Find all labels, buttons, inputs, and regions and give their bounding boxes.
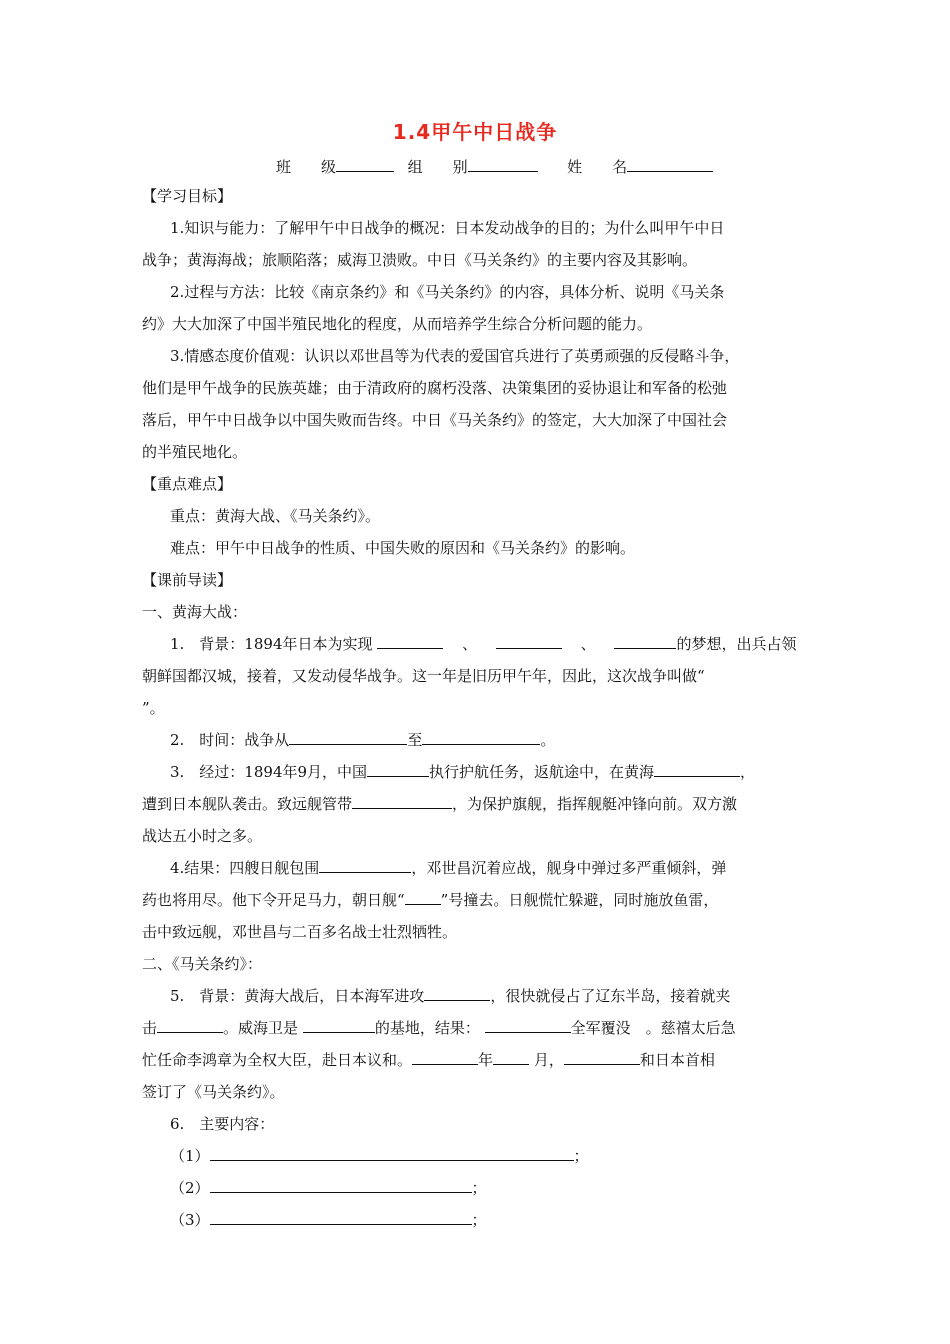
question-1-line-3: ”。 bbox=[142, 699, 165, 717]
q1-blank-1[interactable] bbox=[377, 634, 443, 649]
content-item-2 bbox=[170, 1178, 487, 1198]
item-1-semicolon: ； bbox=[573, 1147, 589, 1165]
q2-text-3: 。 bbox=[540, 731, 556, 749]
q5-text-7: 忙任命李鸿章为全权大臣，赴日本议和。 bbox=[142, 1051, 413, 1069]
q3-text: 3. 经过：1894年9月，中国 bbox=[170, 763, 368, 781]
content-item-3 bbox=[170, 1210, 487, 1230]
goal-3-line-4: 的半殖民地化。 bbox=[142, 443, 248, 461]
item-2-blank[interactable] bbox=[210, 1178, 472, 1193]
question-1-line-1 bbox=[170, 634, 796, 654]
item-3-label: （3） bbox=[170, 1211, 210, 1229]
question-5-line-4: 签订了《马关条约》。 bbox=[142, 1083, 285, 1101]
item-1-blank[interactable] bbox=[210, 1146, 574, 1161]
q5-text-8: 年 bbox=[478, 1051, 494, 1069]
class-blank[interactable] bbox=[336, 157, 394, 172]
q5-text-9: 月， bbox=[533, 1051, 564, 1069]
q5-blank-4[interactable] bbox=[485, 1018, 571, 1033]
question-4-line-1 bbox=[170, 858, 726, 878]
q5-blank-1[interactable] bbox=[424, 986, 490, 1001]
goal-3-line-3: 落后，甲午中日战争以中国失败而告终。中日《马关条约》的签定，大大加深了中国社会 bbox=[142, 411, 728, 429]
q4-text-2: ，邓世昌沉着应战，舰身中弹过多严重倾斜，弹 bbox=[411, 859, 727, 877]
q5-blank-7[interactable] bbox=[564, 1050, 640, 1065]
group-blank[interactable] bbox=[468, 157, 538, 172]
question-5-line-1 bbox=[170, 986, 730, 1006]
q4-blank-2[interactable] bbox=[405, 890, 441, 905]
q1-sep-1: 、 bbox=[462, 635, 478, 653]
q5-blank-3[interactable] bbox=[303, 1018, 375, 1033]
group-label: 组 别 bbox=[407, 158, 468, 176]
q5-text-5: 的基地，结果： bbox=[374, 1019, 480, 1037]
q3-text-2: 执行护航任务，返航途中，在黄海 bbox=[429, 763, 655, 781]
section-heading-keypoints: 【重点难点】 bbox=[142, 475, 233, 493]
goal-3-line-1: 3.情感态度价值观：认识以邓世昌等为代表的爱国官兵进行了英勇顽强的反侵略斗争， bbox=[170, 347, 740, 365]
q4-text-3: 药也将用尽。他下令开足马力，朝日舰“ bbox=[142, 891, 405, 909]
q2-blank-2[interactable] bbox=[422, 730, 540, 745]
q4-text: 4.结果：四艘日舰包围 bbox=[170, 859, 320, 877]
q5-blank-5[interactable] bbox=[412, 1050, 478, 1065]
class-label: 班 级 bbox=[276, 158, 337, 176]
q5-text-10: 和日本首相 bbox=[639, 1051, 715, 1069]
q2-blank-1[interactable] bbox=[289, 730, 407, 745]
q5-text-6: 全军覆没 。慈禧太后急 bbox=[570, 1019, 736, 1037]
q3-text-4: 遭到日本舰队袭击。致远舰管带 bbox=[142, 795, 353, 813]
student-info-line bbox=[276, 156, 713, 177]
q1-blank-3[interactable] bbox=[614, 634, 676, 649]
page-title: 1.4甲午中日战争 bbox=[392, 120, 558, 144]
item-1-label: （1） bbox=[170, 1147, 210, 1165]
q5-text: 5. 背景：黄海大战后，日本海军进攻 bbox=[170, 987, 425, 1005]
part-2-heading: 二、《马关条约》： bbox=[142, 955, 263, 973]
content-item-1 bbox=[170, 1146, 589, 1166]
q2-text-2: 至 bbox=[407, 731, 423, 749]
goal-2-line-1: 2.过程与方法：比较《南京条约》和《马关条约》的内容，具体分析、说明《马关条 bbox=[170, 283, 725, 301]
q5-text-3: 击 bbox=[142, 1019, 158, 1037]
q1-sep-2: 、 bbox=[580, 635, 596, 653]
q1-blank-2[interactable] bbox=[496, 634, 562, 649]
question-3-line-2 bbox=[142, 794, 737, 814]
q1-text: 1. 背景：1894年日本为实现 bbox=[170, 635, 373, 653]
question-3-line-3: 战达五小时之多。 bbox=[142, 827, 263, 845]
item-3-semicolon: ； bbox=[471, 1211, 487, 1229]
section-heading-preview: 【课前导读】 bbox=[142, 571, 233, 589]
q5-blank-2[interactable] bbox=[157, 1018, 223, 1033]
q5-blank-6[interactable] bbox=[493, 1050, 529, 1065]
keypoint-focus: 重点：黄海大战、《马关条约》。 bbox=[170, 507, 381, 525]
q3-blank-1[interactable] bbox=[367, 762, 429, 777]
question-3-line-1 bbox=[170, 762, 755, 782]
q3-text-5: ，为保护旗舰，指挥舰艇冲锋向前。双方激 bbox=[452, 795, 738, 813]
question-1-line-2: 朝鲜国都汉城，接着，又发动侵华战争。这一年是旧历甲午年，因此，这次战争叫做“ bbox=[142, 667, 705, 685]
question-6: 6. 主要内容： bbox=[170, 1115, 275, 1133]
q5-text-4: 。威海卫是 bbox=[223, 1019, 299, 1037]
keypoint-difficulty: 难点：甲午中日战争的性质、中国失败的原因和《马关条约》的影响。 bbox=[170, 539, 636, 557]
q3-blank-3[interactable] bbox=[352, 794, 452, 809]
section-heading-goals: 【学习目标】 bbox=[142, 187, 233, 205]
item-2-semicolon: ； bbox=[471, 1179, 487, 1197]
question-5-line-3 bbox=[142, 1050, 715, 1070]
q1-text-2: 的梦想，出兵占领 bbox=[676, 635, 797, 653]
goal-2-line-2: 约》大大加深了中国半殖民地化的程度，从而培养学生综合分析问题的能力。 bbox=[142, 315, 653, 333]
q3-text-3: ， bbox=[740, 763, 756, 781]
item-3-blank[interactable] bbox=[210, 1210, 472, 1225]
item-2-label: （2） bbox=[170, 1179, 210, 1197]
question-5-line-2 bbox=[142, 1018, 736, 1038]
q5-text-2: ，很快就侵占了辽东半岛，接着就夹 bbox=[490, 987, 731, 1005]
q4-blank-1[interactable] bbox=[319, 858, 411, 873]
name-blank[interactable] bbox=[627, 157, 713, 172]
question-4-line-2 bbox=[142, 890, 718, 910]
goal-3-line-2: 他们是甲午战争的民族英雄；由于清政府的腐朽没落、决策集团的妥协退让和军备的松弛 bbox=[142, 379, 728, 397]
question-4-line-3: 击中致远舰，邓世昌与二百多名战士壮烈牺牲。 bbox=[142, 923, 458, 941]
q3-blank-2[interactable] bbox=[654, 762, 740, 777]
q4-text-4: ”号撞去。日舰慌忙躲避，同时施放鱼雷， bbox=[440, 891, 719, 909]
part-1-heading: 一、黄海大战： bbox=[142, 603, 248, 621]
question-2 bbox=[170, 730, 555, 750]
q2-text: 2. 时间：战争从 bbox=[170, 731, 290, 749]
goal-1-line-1: 1.知识与能力：了解甲午中日战争的概况：日本发动战争的目的；为什么叫甲午中日 bbox=[170, 219, 725, 237]
goal-1-line-2: 战争；黄海海战；旅顺陷落；威海卫溃败。中日《马关条约》的主要内容及其影响。 bbox=[142, 251, 698, 269]
name-label: 姓 名 bbox=[567, 158, 628, 176]
